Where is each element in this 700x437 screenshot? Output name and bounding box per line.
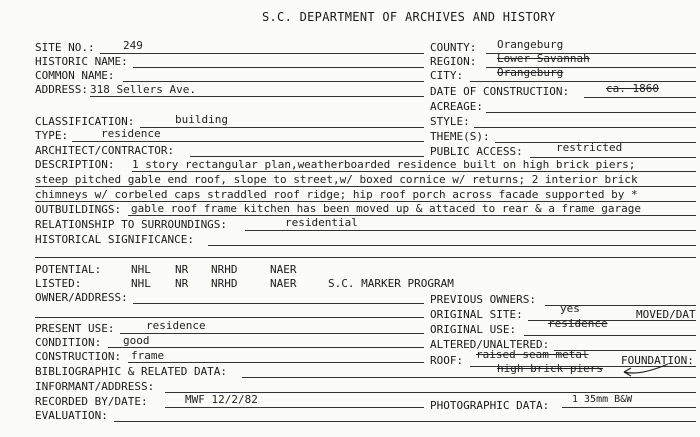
style-line <box>474 127 696 128</box>
present-use-label: PRESENT USE: <box>35 322 115 335</box>
acreage-line <box>486 112 696 113</box>
classification-value: building <box>175 113 228 126</box>
construction-line <box>128 362 424 363</box>
architect-line <box>190 156 424 157</box>
county-value: Orangeburg <box>497 38 564 51</box>
architect-label: ARCHITECT/CONTRACTOR: <box>35 144 175 157</box>
region-label: REGION: <box>430 55 477 68</box>
address-value: 318 Sellers Ave. <box>90 83 196 96</box>
date-line <box>584 97 696 98</box>
prev-owners-label: PREVIOUS OWNERS: <box>430 293 536 306</box>
orig-use-label: ORIGINAL USE: <box>430 323 517 336</box>
city-line <box>470 81 696 82</box>
condition-label: CONDITION: <box>35 336 102 349</box>
style-label: STYLE: <box>430 115 470 128</box>
moved-label: MOVED/DAT <box>636 308 696 321</box>
condition-line <box>108 347 424 348</box>
public-access-label: PUBLIC ACCESS: <box>430 145 523 158</box>
relationship-rule <box>245 230 696 231</box>
description-line-3: chimneys w/ corbeled caps straddled roof ridge; hip roof porch across facade supported by * <box>35 188 638 201</box>
address-label: ADDRESS: <box>35 83 88 96</box>
historic-name-line <box>133 67 424 68</box>
theme-label: THEME(S): <box>430 130 490 143</box>
owner-line <box>133 303 424 304</box>
foundation-label: FOUNDATION: <box>621 354 694 367</box>
site-no-value: 249 <box>123 39 143 52</box>
type-value: residence <box>101 127 161 140</box>
acreage-label: ACREAGE: <box>430 100 483 113</box>
recorded-label: RECORDED BY/DATE: <box>35 395 148 408</box>
date-value: ca. 1860 <box>606 82 659 95</box>
significance-label: HISTORICAL SIGNIFICANCE: <box>35 233 194 246</box>
description-line-2: steep pitched gable end roof, slope to street,w/ boxed cornice w/ returns; 2 interior brick <box>35 173 638 186</box>
historic-name-label: HISTORIC NAME: <box>35 55 128 68</box>
owner-line-2 <box>35 317 424 318</box>
altered-label: ALTERED/UNALTERED: <box>430 338 550 351</box>
orig-use-line <box>524 335 696 336</box>
region-value: Lower Savannah <box>497 52 590 65</box>
potential-nhl: NHL <box>131 263 151 276</box>
photo-line <box>562 407 696 408</box>
common-name-label: COMMON NAME: <box>35 69 115 82</box>
description-line-1: 1 story rectangular plan,weatherboarded residence built on high brick piers; <box>132 158 636 171</box>
roof-label: ROOF: <box>430 354 464 367</box>
potential-nr: NR <box>175 263 189 276</box>
evaluation-label: EVALUATION: <box>35 409 108 422</box>
photo-value: 1 35mm B&W <box>572 394 633 405</box>
city-value: Orangeburg <box>497 66 564 79</box>
listed-naer: NAER <box>270 277 297 290</box>
description-label: DESCRIPTION: <box>35 158 115 171</box>
common-name-line <box>123 81 424 82</box>
listed-nhl: NHL <box>131 277 151 290</box>
potential-nrhd: NRHD <box>211 263 238 276</box>
potential-naer: NAER <box>270 263 297 276</box>
relationship-label: RELATIONSHIP TO SURROUNDINGS: <box>35 218 228 231</box>
orig-use-value: residence <box>548 317 608 330</box>
construction-value: frame <box>131 349 165 362</box>
site-no-line <box>100 53 424 54</box>
date-label: DATE OF CONSTRUCTION: <box>430 85 570 98</box>
description-rule-2 <box>35 186 696 187</box>
form-title: S.C. DEPARTMENT OF ARCHIVES AND HISTORY <box>262 10 556 24</box>
present-use-line <box>120 333 424 334</box>
orig-site-value: yes <box>560 302 580 315</box>
informant-label: INFORMANT/ADDRESS: <box>35 380 155 393</box>
relationship-value: residential <box>285 216 358 229</box>
significance-rule <box>208 245 696 246</box>
site-no-label: SITE NO.: <box>35 41 95 54</box>
foundation-value: high brick piers <box>497 362 603 375</box>
type-label: TYPE: <box>35 129 69 142</box>
public-access-value: restricted <box>556 141 623 154</box>
recorded-line <box>165 407 424 408</box>
address-line <box>90 96 424 97</box>
classification-label: CLASSIFICATION: <box>35 115 135 128</box>
foundation-arrow-icon <box>600 360 680 382</box>
significance-rule-2 <box>35 257 696 258</box>
classification-line <box>140 127 424 128</box>
photo-label: PHOTOGRAPHIC DATA: <box>430 399 550 412</box>
county-label: COUNTY: <box>430 41 477 54</box>
listed-nr: NR <box>175 277 189 290</box>
present-use-value: residence <box>146 319 206 332</box>
bibliographic-label: BIBLIOGRAPHIC & RELATED DATA: <box>35 365 228 378</box>
construction-label: CONSTRUCTION: <box>35 350 122 363</box>
potential-label: POTENTIAL: <box>35 263 102 276</box>
city-label: CITY: <box>430 69 464 82</box>
roof-value: raised seam metal <box>476 348 589 361</box>
evaluation-line <box>114 421 696 422</box>
outbuildings-value: gable roof frame kitchen has been moved up & attaced to rear & a frame garage <box>131 202 641 215</box>
type-line <box>72 141 424 142</box>
condition-value: good <box>123 334 150 347</box>
orig-site-label: ORIGINAL SITE: <box>430 308 523 321</box>
recorded-value: MWF 12/2/82 <box>185 393 258 406</box>
outbuildings-label: OUTBUILDINGS: <box>35 203 122 216</box>
listed-nrhd: NRHD <box>211 277 238 290</box>
listed-label: LISTED: <box>35 277 82 290</box>
marker-program: S.C. MARKER PROGRAM <box>328 277 454 290</box>
owner-label: OWNER/ADDRESS: <box>35 291 128 304</box>
description-rule-1 <box>132 171 696 172</box>
outbuildings-rule <box>128 215 696 216</box>
